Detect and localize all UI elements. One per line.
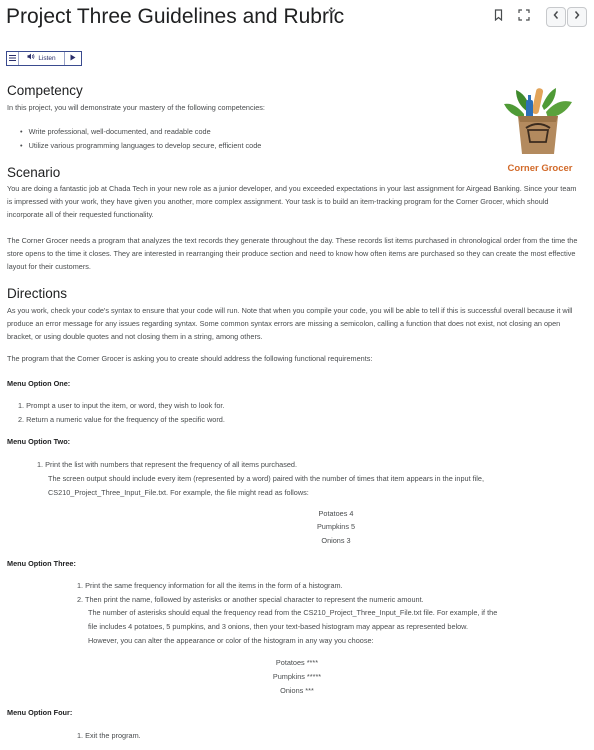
- menu-icon: [9, 52, 16, 65]
- previous-topic-button[interactable]: [546, 7, 566, 27]
- menu-three-item-2-detail-b: file includes 4 potatoes, 5 pumpkins, and 3 onions, then your text-based histogram may appear as represented below.: [88, 622, 469, 631]
- menu-three-item-1: 1. Print the same frequency information for all the items in the form of a histogram.: [77, 581, 343, 590]
- listen-menu-button[interactable]: [7, 52, 19, 65]
- scenario-heading: Scenario: [7, 165, 61, 180]
- directions-heading: Directions: [7, 286, 68, 301]
- scenario-paragraph-1: You are doing a fantastic job at Chada Tech in your new role as a junior developer, and you exceeded expectations in your last assignment for Airgead Banking. Since your team is impressed with your work, they have given you another, more complex assignment. Your task is to build an item-tracking program for the Corner Grocer, which should incorporate all of their requested functionality.: [7, 184, 577, 219]
- competency-heading: Competency: [7, 83, 83, 98]
- page-title: Project Three Guidelines and Rubric: [6, 5, 345, 28]
- scenario-paragraph-2: The Corner Grocer needs a program that analyzes the text records they generate throughout the day. These records list items purchased in chronological order from the time the store opens to the time it closes. They are interested in rearranging their produce section and need to know how often items are purchased so they can create the most effective layout for their customers.: [7, 236, 578, 271]
- menu-two-item-1: 1. Print the list with numbers that represent the frequency of all items purchased.: [37, 460, 297, 469]
- menu-two-item-1-detail-a: The screen output should include every item (represented by a word) paired with the number of times that item appears in the input file,: [48, 474, 485, 483]
- competency-bullet-2: • Utilize various programming languages to develop secure, efficient code: [20, 141, 262, 150]
- next-topic-button[interactable]: [567, 7, 587, 27]
- menu-three-item-2: 2. Then print the name, followed by asterisks or another special character to represent the numeric amount.: [77, 595, 424, 604]
- menu-option-two-label: Menu Option Two:: [7, 437, 71, 446]
- listen-widget: [6, 51, 82, 66]
- competency-intro: In this project, you will demonstrate your mastery of the following competencies:: [7, 103, 265, 112]
- menu-two-example-line-3: Onions 3: [321, 536, 351, 545]
- listen-label: Listen: [38, 55, 56, 62]
- fullscreen-icon[interactable]: [518, 9, 530, 21]
- menu-three-example-line-3: Onions ***: [280, 686, 314, 695]
- listen-button[interactable]: [19, 52, 65, 65]
- directions-paragraph-2: The program that the Corner Grocer is asking you to create should address the following functional requirements:: [7, 354, 373, 363]
- listen-play-button[interactable]: [65, 52, 81, 65]
- menu-three-item-2-detail-a: The number of asterisks should equal the frequency read from the CS210_Project_Three_Input_File.txt file. For example, if the: [88, 608, 498, 617]
- play-icon: [70, 52, 76, 65]
- menu-three-example-line-2: Pumpkins *****: [272, 672, 322, 681]
- menu-option-four-label: Menu Option Four:: [7, 708, 73, 717]
- chevron-right-icon: [573, 10, 581, 24]
- menu-two-example-line-2: Pumpkins 5: [316, 522, 356, 531]
- menu-three-example-line-1: Potatoes ****: [275, 658, 319, 667]
- menu-four-item-1: 1. Exit the program.: [77, 731, 141, 740]
- competency-bullet-1: • Write professional, well-documented, and readable code: [20, 127, 211, 136]
- speaker-icon: [27, 52, 35, 65]
- logo-text: Corner Grocer: [507, 163, 573, 174]
- menu-one-item-2: 2. Return a numeric value for the frequency of the specific word.: [18, 415, 225, 424]
- menu-option-one-label: Menu Option One:: [7, 379, 71, 388]
- menu-one-item-1: 1. Prompt a user to input the item, or word, they wish to look for.: [18, 401, 225, 410]
- menu-two-item-1-detail-b: CS210_Project_Three_Input_File.txt. For example, the file might read as follows:: [48, 488, 309, 497]
- title-menu-chevron-down-icon[interactable]: [327, 6, 337, 20]
- menu-two-example-line-1: Potatoes 4: [318, 509, 354, 518]
- menu-three-item-2-detail-c: However, you can alter the appearance or color of the histogram in any way you choose:: [88, 636, 374, 645]
- directions-paragraph-1: As you work, check your code's syntax to ensure that your code will run. Note that when you compile your code, you will be able to tell if this is successful overall because it will produce an error message for any issues regarding syntax. Some common syntax errors are missing a semicolon, calling a function that does not exist, not closing an open bracket, or using double quotes and not closing them in a string, among others.: [7, 306, 573, 341]
- menu-option-three-label: Menu Option Three:: [7, 559, 76, 568]
- chevron-left-icon: [552, 10, 560, 24]
- bookmark-icon[interactable]: [494, 9, 503, 21]
